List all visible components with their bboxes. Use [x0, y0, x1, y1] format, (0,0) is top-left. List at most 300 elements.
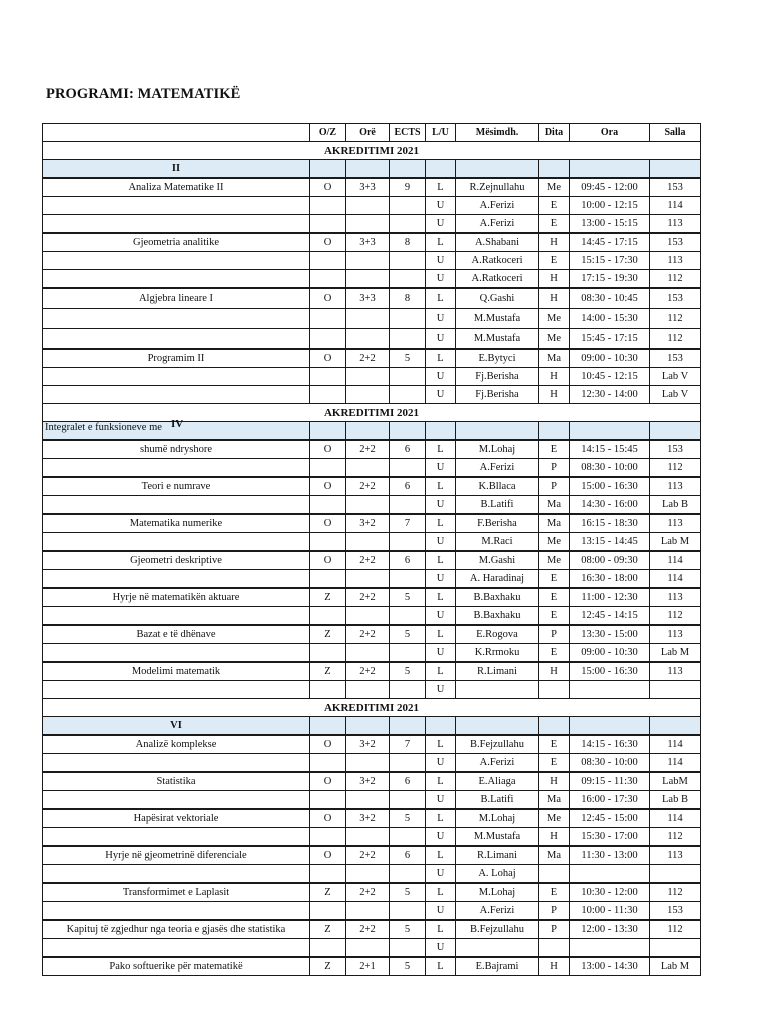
ects-cell — [390, 459, 426, 478]
time-cell: 08:30 - 10:45 — [570, 288, 650, 309]
empty-cell — [310, 717, 346, 736]
day-cell — [539, 681, 570, 699]
oz-cell: O — [310, 178, 346, 197]
empty-cell — [346, 422, 390, 441]
teacher-cell: A. Haradinaj — [456, 570, 539, 589]
teacher-cell: M.Lohaj — [456, 440, 539, 459]
table-row — [43, 754, 701, 773]
course-name-cell: Hyrje në gjeometrinë diferenciale — [43, 846, 310, 865]
ects-cell — [390, 496, 426, 515]
hours-cell: 2+2 — [346, 551, 390, 570]
room-cell: 112 — [650, 607, 701, 626]
room-cell: 113 — [650, 625, 701, 644]
day-cell: E — [539, 570, 570, 589]
teacher-cell: A.Ferizi — [456, 902, 539, 921]
semester-row — [43, 160, 701, 179]
room-cell: 113 — [650, 514, 701, 533]
lu-cell: L — [426, 846, 456, 865]
day-cell: E — [539, 607, 570, 626]
oz-cell — [310, 570, 346, 589]
oz-cell: Z — [310, 588, 346, 607]
empty-cell — [310, 160, 346, 179]
course-name-cell: Modelimi matematik — [43, 662, 310, 681]
lu-cell: U — [426, 386, 456, 404]
teacher-cell — [456, 681, 539, 699]
teacher-cell: F.Berisha — [456, 514, 539, 533]
teacher-cell: M.Gashi — [456, 551, 539, 570]
lu-cell: U — [426, 607, 456, 626]
day-cell: Ma — [539, 846, 570, 865]
teacher-cell: A.Ferizi — [456, 197, 539, 215]
hours-cell: 3+2 — [346, 735, 390, 754]
room-cell: Lab M — [650, 533, 701, 552]
table-row — [43, 514, 701, 533]
time-cell: 12:30 - 14:00 — [570, 386, 650, 404]
accreditation-row — [43, 142, 701, 160]
hours-cell — [346, 681, 390, 699]
course-name-cell: Analiza Matematike II — [43, 178, 310, 197]
lu-cell: U — [426, 533, 456, 552]
column-header: Ora — [570, 124, 650, 142]
table-row — [43, 252, 701, 270]
teacher-cell: A.Ferizi — [456, 215, 539, 234]
lu-cell: U — [426, 197, 456, 215]
time-cell: 12:45 - 15:00 — [570, 809, 650, 828]
semester-label: IV — [171, 418, 184, 430]
lu-cell: L — [426, 349, 456, 368]
ects-cell — [390, 309, 426, 329]
room-cell: 112 — [650, 828, 701, 847]
time-cell: 09:00 - 10:30 — [570, 644, 650, 663]
day-cell: H — [539, 233, 570, 252]
teacher-cell: Fj.Berisha — [456, 368, 539, 386]
room-cell — [650, 681, 701, 699]
time-cell: 16:15 - 18:30 — [570, 514, 650, 533]
lu-cell: U — [426, 791, 456, 810]
ects-cell: 7 — [390, 735, 426, 754]
table-row — [43, 329, 701, 350]
table-row — [43, 309, 701, 329]
ects-cell: 5 — [390, 809, 426, 828]
hours-cell — [346, 570, 390, 589]
table-row — [43, 644, 701, 663]
day-cell: E — [539, 735, 570, 754]
lu-cell: U — [426, 828, 456, 847]
empty-cell — [456, 422, 539, 441]
oz-cell — [310, 681, 346, 699]
empty-cell — [390, 717, 426, 736]
room-cell: 112 — [650, 329, 701, 350]
ects-cell — [390, 270, 426, 289]
day-cell: H — [539, 662, 570, 681]
ects-cell: 8 — [390, 233, 426, 252]
hours-cell: 2+2 — [346, 625, 390, 644]
empty-cell — [426, 422, 456, 441]
teacher-cell: B.Latifi — [456, 791, 539, 810]
time-cell: 13:00 - 14:30 — [570, 957, 650, 976]
empty-cell — [346, 160, 390, 179]
course-name-cell — [43, 215, 310, 234]
oz-cell — [310, 252, 346, 270]
table-row — [43, 178, 701, 197]
day-cell: P — [539, 459, 570, 478]
room-cell — [650, 939, 701, 958]
course-name-cell: Algjebra lineare I — [43, 288, 310, 309]
time-cell: 10:45 - 12:15 — [570, 368, 650, 386]
lu-cell: L — [426, 288, 456, 309]
hours-cell: 2+2 — [346, 920, 390, 939]
day-cell: H — [539, 386, 570, 404]
day-cell: H — [539, 288, 570, 309]
oz-cell — [310, 644, 346, 663]
course-name-cell: Kapituj të zgjedhur nga teoria e gjasës dhe statistika — [43, 920, 310, 939]
time-cell: 09:45 - 12:00 — [570, 178, 650, 197]
schedule-table — [42, 123, 701, 976]
ects-cell: 5 — [390, 349, 426, 368]
lu-cell: L — [426, 809, 456, 828]
day-cell: H — [539, 368, 570, 386]
day-cell: Ma — [539, 514, 570, 533]
accreditation-row — [43, 404, 701, 422]
oz-cell — [310, 754, 346, 773]
time-cell: 16:00 - 17:30 — [570, 791, 650, 810]
column-header: O/Z — [310, 124, 346, 142]
teacher-cell: E.Aliaga — [456, 772, 539, 791]
day-cell — [539, 939, 570, 958]
oz-cell — [310, 828, 346, 847]
hours-cell — [346, 496, 390, 515]
room-cell: 153 — [650, 178, 701, 197]
lu-cell: L — [426, 514, 456, 533]
teacher-cell: R.Limani — [456, 846, 539, 865]
empty-cell — [456, 717, 539, 736]
ects-cell — [390, 329, 426, 350]
day-cell: P — [539, 902, 570, 921]
empty-cell — [539, 160, 570, 179]
oz-cell — [310, 386, 346, 404]
teacher-cell: A.Ferizi — [456, 754, 539, 773]
lu-cell: U — [426, 252, 456, 270]
ects-cell — [390, 570, 426, 589]
ects-cell — [390, 215, 426, 234]
ects-cell — [390, 902, 426, 921]
empty-cell — [310, 422, 346, 441]
ects-cell: 6 — [390, 772, 426, 791]
teacher-cell: B.Fejzullahu — [456, 735, 539, 754]
course-name-cell — [43, 329, 310, 350]
teacher-cell: E.Bytyci — [456, 349, 539, 368]
oz-cell — [310, 270, 346, 289]
oz-cell — [310, 329, 346, 350]
day-cell: E — [539, 754, 570, 773]
table-row — [43, 902, 701, 921]
column-header — [43, 124, 310, 142]
course-name-cell — [43, 644, 310, 663]
day-cell: Me — [539, 178, 570, 197]
oz-cell: O — [310, 772, 346, 791]
table-row — [43, 386, 701, 404]
hours-cell: 2+2 — [346, 477, 390, 496]
hours-cell: 2+1 — [346, 957, 390, 976]
oz-cell: Z — [310, 883, 346, 902]
room-cell: 112 — [650, 309, 701, 329]
oz-cell: O — [310, 349, 346, 368]
oz-cell: Z — [310, 920, 346, 939]
room-cell: 153 — [650, 902, 701, 921]
time-cell: 14:30 - 16:00 — [570, 496, 650, 515]
oz-cell: O — [310, 440, 346, 459]
course-name-cell: Bazat e të dhënave — [43, 625, 310, 644]
ects-cell: 8 — [390, 288, 426, 309]
lu-cell: U — [426, 754, 456, 773]
teacher-cell: K.Rrmoku — [456, 644, 539, 663]
course-name-cell: Statistika — [43, 772, 310, 791]
accreditation-row — [43, 699, 701, 717]
hours-cell: 3+3 — [346, 288, 390, 309]
table-row — [43, 477, 701, 496]
table-row — [43, 270, 701, 289]
course-name-cell — [43, 270, 310, 289]
day-cell: E — [539, 588, 570, 607]
empty-cell — [390, 160, 426, 179]
hours-cell — [346, 791, 390, 810]
time-cell: 10:00 - 12:15 — [570, 197, 650, 215]
table-row — [43, 533, 701, 552]
column-header: Dita — [539, 124, 570, 142]
room-cell: 114 — [650, 809, 701, 828]
hours-cell — [346, 329, 390, 350]
hours-cell — [346, 533, 390, 552]
room-cell: LabM — [650, 772, 701, 791]
time-cell — [570, 865, 650, 884]
teacher-cell: A.Ratkoceri — [456, 252, 539, 270]
day-cell: Ma — [539, 349, 570, 368]
course-name-cell — [43, 791, 310, 810]
day-cell — [539, 865, 570, 884]
day-cell: E — [539, 644, 570, 663]
hours-cell — [346, 252, 390, 270]
table-row — [43, 957, 701, 976]
day-cell: H — [539, 772, 570, 791]
table-row — [43, 349, 701, 368]
ects-cell — [390, 533, 426, 552]
room-cell: 113 — [650, 588, 701, 607]
ects-cell: 5 — [390, 662, 426, 681]
day-cell: E — [539, 883, 570, 902]
course-name-cell — [43, 309, 310, 329]
oz-cell — [310, 791, 346, 810]
empty-cell — [570, 422, 650, 441]
room-cell: 112 — [650, 883, 701, 902]
ects-cell — [390, 644, 426, 663]
day-cell: H — [539, 828, 570, 847]
day-cell: P — [539, 625, 570, 644]
hours-cell: 3+2 — [346, 772, 390, 791]
teacher-cell: B.Baxhaku — [456, 607, 539, 626]
lu-cell: U — [426, 309, 456, 329]
hours-cell — [346, 459, 390, 478]
lu-cell: L — [426, 735, 456, 754]
teacher-cell: A.Ratkoceri — [456, 270, 539, 289]
empty-cell — [570, 160, 650, 179]
ects-cell — [390, 607, 426, 626]
room-cell: 114 — [650, 735, 701, 754]
hours-cell — [346, 902, 390, 921]
oz-cell: Z — [310, 662, 346, 681]
course-name-cell — [43, 252, 310, 270]
empty-cell — [426, 717, 456, 736]
hours-cell — [346, 644, 390, 663]
day-cell: Me — [539, 309, 570, 329]
hours-cell — [346, 309, 390, 329]
hours-cell: 3+3 — [346, 178, 390, 197]
empty-cell — [390, 422, 426, 441]
room-cell: 113 — [650, 662, 701, 681]
empty-cell — [456, 160, 539, 179]
course-name-cell: Teori e numrave — [43, 477, 310, 496]
ects-cell — [390, 197, 426, 215]
day-cell: P — [539, 477, 570, 496]
oz-cell: Z — [310, 625, 346, 644]
oz-cell — [310, 368, 346, 386]
hours-cell: 3+3 — [346, 233, 390, 252]
time-cell: 14:00 - 15:30 — [570, 309, 650, 329]
lu-cell: L — [426, 551, 456, 570]
room-cell: Lab B — [650, 496, 701, 515]
teacher-cell: Fj.Berisha — [456, 386, 539, 404]
day-cell: H — [539, 270, 570, 289]
oz-cell — [310, 309, 346, 329]
ects-cell — [390, 754, 426, 773]
time-cell: 09:15 - 11:30 — [570, 772, 650, 791]
course-name-cell — [43, 902, 310, 921]
lu-cell: L — [426, 440, 456, 459]
time-cell: 14:45 - 17:15 — [570, 233, 650, 252]
lu-cell: U — [426, 270, 456, 289]
time-cell: 13:15 - 14:45 — [570, 533, 650, 552]
table-row — [43, 625, 701, 644]
course-name-cell — [43, 496, 310, 515]
lu-cell: L — [426, 477, 456, 496]
table-row — [43, 440, 701, 459]
ects-cell: 6 — [390, 440, 426, 459]
lu-cell: L — [426, 662, 456, 681]
ects-cell — [390, 368, 426, 386]
teacher-cell: B.Latifi — [456, 496, 539, 515]
ects-cell: 5 — [390, 920, 426, 939]
teacher-cell: A. Lohaj — [456, 865, 539, 884]
teacher-cell: M.Mustafa — [456, 828, 539, 847]
time-cell: 10:30 - 12:00 — [570, 883, 650, 902]
lu-cell: U — [426, 496, 456, 515]
hours-cell — [346, 270, 390, 289]
course-name-cell: Pako softuerike për matematikë — [43, 957, 310, 976]
lu-cell: L — [426, 772, 456, 791]
day-cell: E — [539, 440, 570, 459]
ects-cell: 5 — [390, 883, 426, 902]
column-header: ECTS — [390, 124, 426, 142]
day-cell: Me — [539, 329, 570, 350]
teacher-cell: M.Mustafa — [456, 329, 539, 350]
room-cell: 114 — [650, 570, 701, 589]
room-cell: 112 — [650, 270, 701, 289]
ects-cell — [390, 828, 426, 847]
semester-label: VI — [43, 717, 310, 736]
hours-cell: 3+2 — [346, 809, 390, 828]
day-cell: Me — [539, 533, 570, 552]
ects-cell — [390, 939, 426, 958]
teacher-cell: B.Baxhaku — [456, 588, 539, 607]
table-header-row — [43, 124, 701, 142]
table-row — [43, 920, 701, 939]
room-cell: Lab V — [650, 368, 701, 386]
teacher-cell: A.Ferizi — [456, 459, 539, 478]
time-cell — [570, 939, 650, 958]
course-name-first-line: Integralet e funksioneve me — [45, 422, 162, 433]
lu-cell: U — [426, 681, 456, 699]
table-row — [43, 215, 701, 234]
oz-cell: O — [310, 477, 346, 496]
ects-cell: 5 — [390, 588, 426, 607]
hours-cell — [346, 197, 390, 215]
room-cell: 114 — [650, 551, 701, 570]
room-cell: 112 — [650, 459, 701, 478]
lu-cell: U — [426, 865, 456, 884]
time-cell: 15:30 - 17:00 — [570, 828, 650, 847]
room-cell: 113 — [650, 846, 701, 865]
lu-cell: L — [426, 588, 456, 607]
hours-cell — [346, 865, 390, 884]
teacher-cell: E.Rogova — [456, 625, 539, 644]
day-cell: Me — [539, 551, 570, 570]
semester-label-cell — [43, 418, 310, 441]
oz-cell: O — [310, 846, 346, 865]
table-row — [43, 865, 701, 884]
course-name-cell — [43, 754, 310, 773]
course-name-cell — [43, 533, 310, 552]
oz-cell — [310, 607, 346, 626]
oz-cell — [310, 215, 346, 234]
hours-cell: 2+2 — [346, 883, 390, 902]
lu-cell: L — [426, 178, 456, 197]
course-name-cell — [43, 607, 310, 626]
room-cell: 114 — [650, 754, 701, 773]
empty-cell — [650, 160, 701, 179]
lu-cell: U — [426, 215, 456, 234]
time-cell: 16:30 - 18:00 — [570, 570, 650, 589]
time-cell: 12:45 - 14:15 — [570, 607, 650, 626]
table-row — [43, 459, 701, 478]
course-name-cell — [43, 681, 310, 699]
day-cell: Me — [539, 809, 570, 828]
teacher-cell: M.Mustafa — [456, 309, 539, 329]
day-cell: Ma — [539, 791, 570, 810]
room-cell: 113 — [650, 215, 701, 234]
time-cell: 09:00 - 10:30 — [570, 349, 650, 368]
accreditation-label: AKREDITIMI 2021 — [43, 404, 701, 422]
time-cell: 08:30 - 10:00 — [570, 459, 650, 478]
oz-cell — [310, 197, 346, 215]
lu-cell: U — [426, 329, 456, 350]
lu-cell: U — [426, 644, 456, 663]
time-cell — [570, 681, 650, 699]
table-row — [43, 681, 701, 699]
lu-cell: U — [426, 459, 456, 478]
hours-cell — [346, 368, 390, 386]
time-cell: 13:00 - 15:15 — [570, 215, 650, 234]
hours-cell: 2+2 — [346, 349, 390, 368]
hours-cell: 2+2 — [346, 588, 390, 607]
